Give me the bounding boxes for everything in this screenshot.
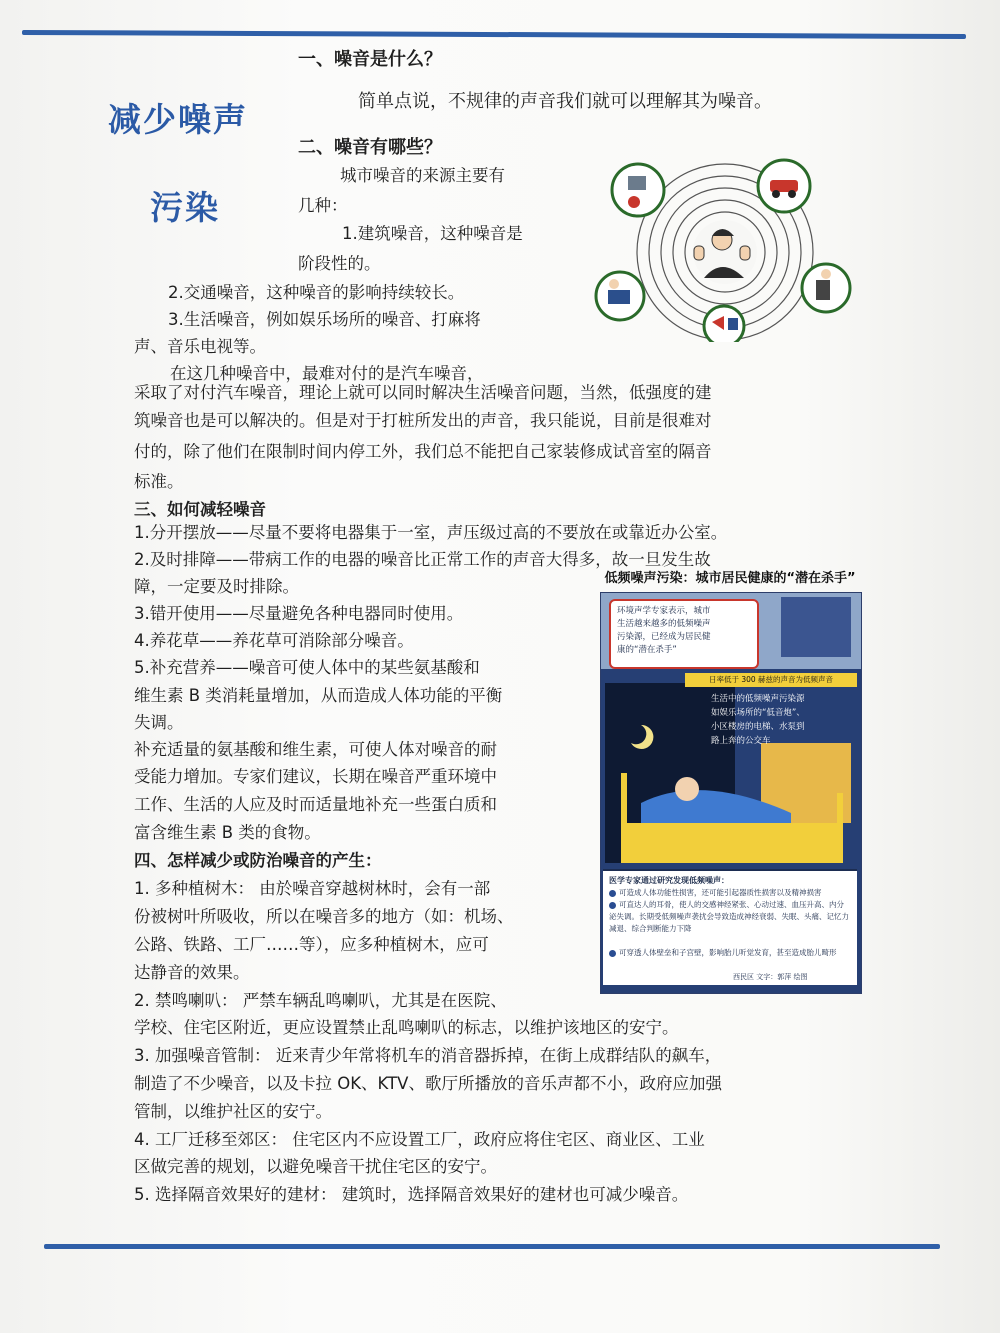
section4-line: 区做完善的规划，以避免噪音干扰住宅区的安宁。: [134, 1157, 497, 1176]
section4-heading: 四、怎样减少或防治噪音的产生：: [134, 851, 382, 870]
bullet-icon: [609, 890, 616, 897]
section4-line: 制造了不少噪音，以及卡拉 OK、KTV、歌厅所播放的音乐声都不小，政府应加强: [134, 1074, 722, 1093]
poster-note-line: 环境声学专家表示，城市: [617, 606, 711, 616]
section3-line: 障，一定要及时排除。: [134, 577, 299, 596]
poster-credit: 西民区 文字：郭萍 绘图: [733, 973, 808, 981]
section2-line: 几种：: [298, 196, 348, 215]
bullet-icon: [609, 902, 616, 909]
section2-line: 标准。: [134, 472, 184, 491]
section4-line: 5. 选择隔音效果好的建材： 建筑时，选择隔音效果好的建材也可减少噪音。: [134, 1185, 689, 1204]
poster-finding: 可直达人的耳骨，使人的交感神经紧张、心动过速、血压升高、内分泌失调。长期受低频噪声袭扰会导致造成神经衰弱、失眠、头痛、记忆力减退、综合判断能力下降: [609, 900, 849, 933]
poster-finding: 可穿透人体壁垒和子宫壁，影响胎儿听觉发育，甚至造成胎儿畸形: [619, 948, 837, 957]
section2-line: 筑噪音也是可以解决的。但是对于打桩所发出的声音，我只能说，目前是很难对: [134, 411, 712, 430]
poster-note-line: 康的“潜在杀手”: [617, 645, 677, 655]
section2-line: 在这几种噪音中，最难对付的是汽车噪音，: [170, 364, 484, 383]
section2-line: 付的，除了他们在限制时间内停工外，我们总不能把自己家装修成试音室的隔音: [134, 442, 712, 461]
section1-heading: 一、噪音是什么？: [298, 49, 442, 70]
poster-source-line: 生活中的低频噪声污染源: [711, 694, 805, 704]
section2-heading: 二、噪音有哪些？: [298, 137, 442, 158]
bullet-icon: [609, 950, 616, 957]
bottom-rule: [44, 1244, 940, 1249]
poster-note-line: 污染源，已经成为居民健: [617, 632, 711, 642]
section4-line: 1. 多种植树木： 由於噪音穿越树林时，会有一部: [134, 879, 491, 898]
section2-line: 2.交通噪音，这种噪音的影响持续较长。: [168, 283, 465, 302]
page-title-line2: 污染: [150, 188, 220, 227]
section1-text: 简单点说，不规律的声音我们就可以理解其为噪音。: [358, 91, 772, 112]
low-frequency-noise-poster: [592, 568, 868, 996]
section4-line: 2. 禁鸣喇叭： 严禁车辆乱鸣喇叭，尤其是在医院、: [134, 991, 507, 1010]
section3-line: 5.补充营养——噪音可使人体中的某些氨基酸和: [134, 658, 480, 677]
section2-line: 声、音乐电视等。: [134, 337, 266, 356]
section4-line: 学校、住宅区附近，更应设置禁止乱鸣喇叭的标志，以维护该地区的安宁。: [134, 1018, 679, 1037]
section3-line: 工作、生活的人应及时而适量地补充一些蛋白质和: [134, 795, 497, 814]
section2-line: 采取了对付汽车噪音，理论上就可以同时解决生活噪音问题，当然，低强度的建: [134, 383, 712, 402]
poster-banner: 日率低于 300 赫兹的声音为低频声音: [685, 673, 857, 687]
section2-line: 城市噪音的来源主要有: [340, 166, 505, 185]
poster-source-line: 小区楼房的电梯、水泵到: [711, 722, 805, 732]
noise-sources-illustration: [594, 158, 856, 342]
section3-line: 4.养花草——养花草可消除部分噪音。: [134, 631, 414, 650]
poster-expert-note: [609, 599, 759, 669]
section3-line: 3.错开使用——尽量避免各种电器同时使用。: [134, 604, 464, 623]
section3-line: 失调。: [134, 713, 184, 732]
section3-line: 2.及时排障——带病工作的电器的噪音比正常工作的声音大得多，故一旦发生故: [134, 550, 711, 569]
section2-line: 3.生活噪音，例如娱乐场所的噪音、打麻将: [168, 310, 481, 329]
section4-line: 管制，以维护社区的安宁。: [134, 1102, 332, 1121]
section3-line: 富含维生素 B 类的食物。: [134, 823, 321, 842]
poster-source-line: 如娱乐场所的“低音炮”、: [711, 708, 805, 718]
poster-illustration: [600, 592, 862, 994]
poster-finding: 可造成人体功能性损害，还可能引起器质性损害以及精神损害: [619, 888, 822, 897]
section3-heading: 三、如何减轻噪音: [134, 500, 266, 519]
section4-line: 达静音的效果。: [134, 963, 250, 982]
section3-line: 1.分开摆放——尽量不要将电器集于一室，声压级过高的不要放在或靠近办公室。: [134, 523, 728, 542]
section3-line: 补充适量的氨基酸和维生素，可使人体对噪音的耐: [134, 740, 497, 759]
poster-source-line: 路上奔的公交车: [711, 736, 771, 746]
section3-line: 维生素 B 类消耗量增加，从而造成人体功能的平衡: [134, 686, 503, 705]
section4-line: 4. 工厂迁移至郊区： 住宅区内不应设置工厂，政府应将住宅区、商业区、工业: [134, 1130, 705, 1149]
poster-findings-box: [603, 869, 857, 985]
section4-line: 3. 加强噪音管制： 近来青少年常将机车的消音器拆掉，在街上成群结队的飙车，: [134, 1046, 722, 1065]
section4-line: 公路、铁路、工厂……等），应多种植树木，应可: [134, 935, 489, 954]
section2-line: 1.建筑噪音，这种噪音是: [342, 224, 523, 243]
top-rule: [22, 30, 966, 39]
page-title-line1: 减少噪声: [108, 100, 248, 139]
section4-line: 份被树叶所吸收，所以在噪音多的地方（如：机场、: [134, 907, 514, 926]
poster-note-line: 生活越来越多的低频噪声: [617, 619, 711, 629]
section3-line: 受能力增加。专家们建议，长期在噪音严重环境中: [134, 767, 497, 786]
poster-findings-heading: 医学专家通过研究发现低频噪声：: [609, 876, 729, 885]
poster-title: 低频噪声污染：城市居民健康的“潜在杀手”: [604, 571, 856, 586]
section2-line: 阶段性的。: [298, 254, 381, 273]
